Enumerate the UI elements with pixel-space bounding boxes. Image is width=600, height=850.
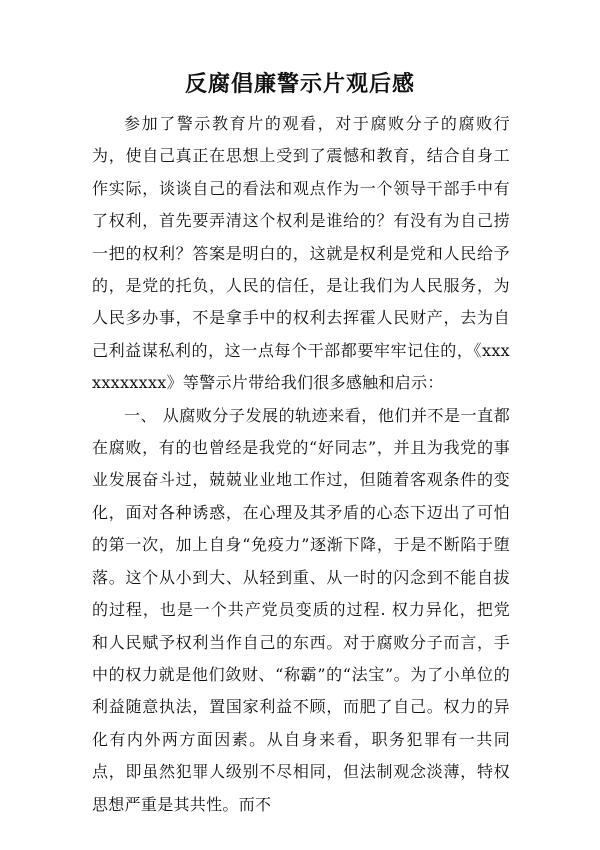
paragraph-point-one: 一、 从腐败分子发展的轨迹来看，他们并不是一直都在腐败，有的也曾经是我党的“好同志”，并且为我党的事业发展奋斗过，兢兢业业地工作过，但随着客观条件的变化，面对各种诱惑，在心理及其矛盾的心态下迈出了可怕的第一次，加上自身“免疫力”逐渐下降，于是不断陷于堕落。这个从小到大、从轻到重、从一时的闪念到不能自拔的过程，也是一个共产党员变质的过程. 权力异化，把党和人民赋予权利当作自己的东西。对于腐败分子而言，手中的权力就是他们敛财、“称霸”的“法宝”。为了小单位的利益随意执法，置国家利益不顾，而肥了自己。权力的异化有内外两方面因素。从自身来看，职务犯罪有一共同点，即虽然犯罪人级别不尽相同，但法制观念淡薄，特权思想严重是其共性。而不 — [92, 405, 510, 814]
document-body — [92, 108, 510, 821]
paragraph-intro: 参加了警示教育片的观看，对于腐败分子的腐败行为，使自己真正在思想上受到了震憾和教育，结合自身工作实际，谈谈自己的看法和观点作为一个领导干部手中有了权利，首先要弄清这个权利是谁给的？有没有为自己捞一把的权利？答案是明白的，这就是权利是党和人民给予的，是党的托负，人民的信任，是让我们为人民服务，为人民多办事，不是拿手中的权利去挥霍人民财产，去为自己利益谋私利的，这一点每个干部都要牢牢记住的，《xxxxxxxxxxx》等警示片带给我们很多感触和启示： — [92, 114, 510, 393]
document-title: 反腐倡廉警示片观后感 — [184, 72, 415, 97]
